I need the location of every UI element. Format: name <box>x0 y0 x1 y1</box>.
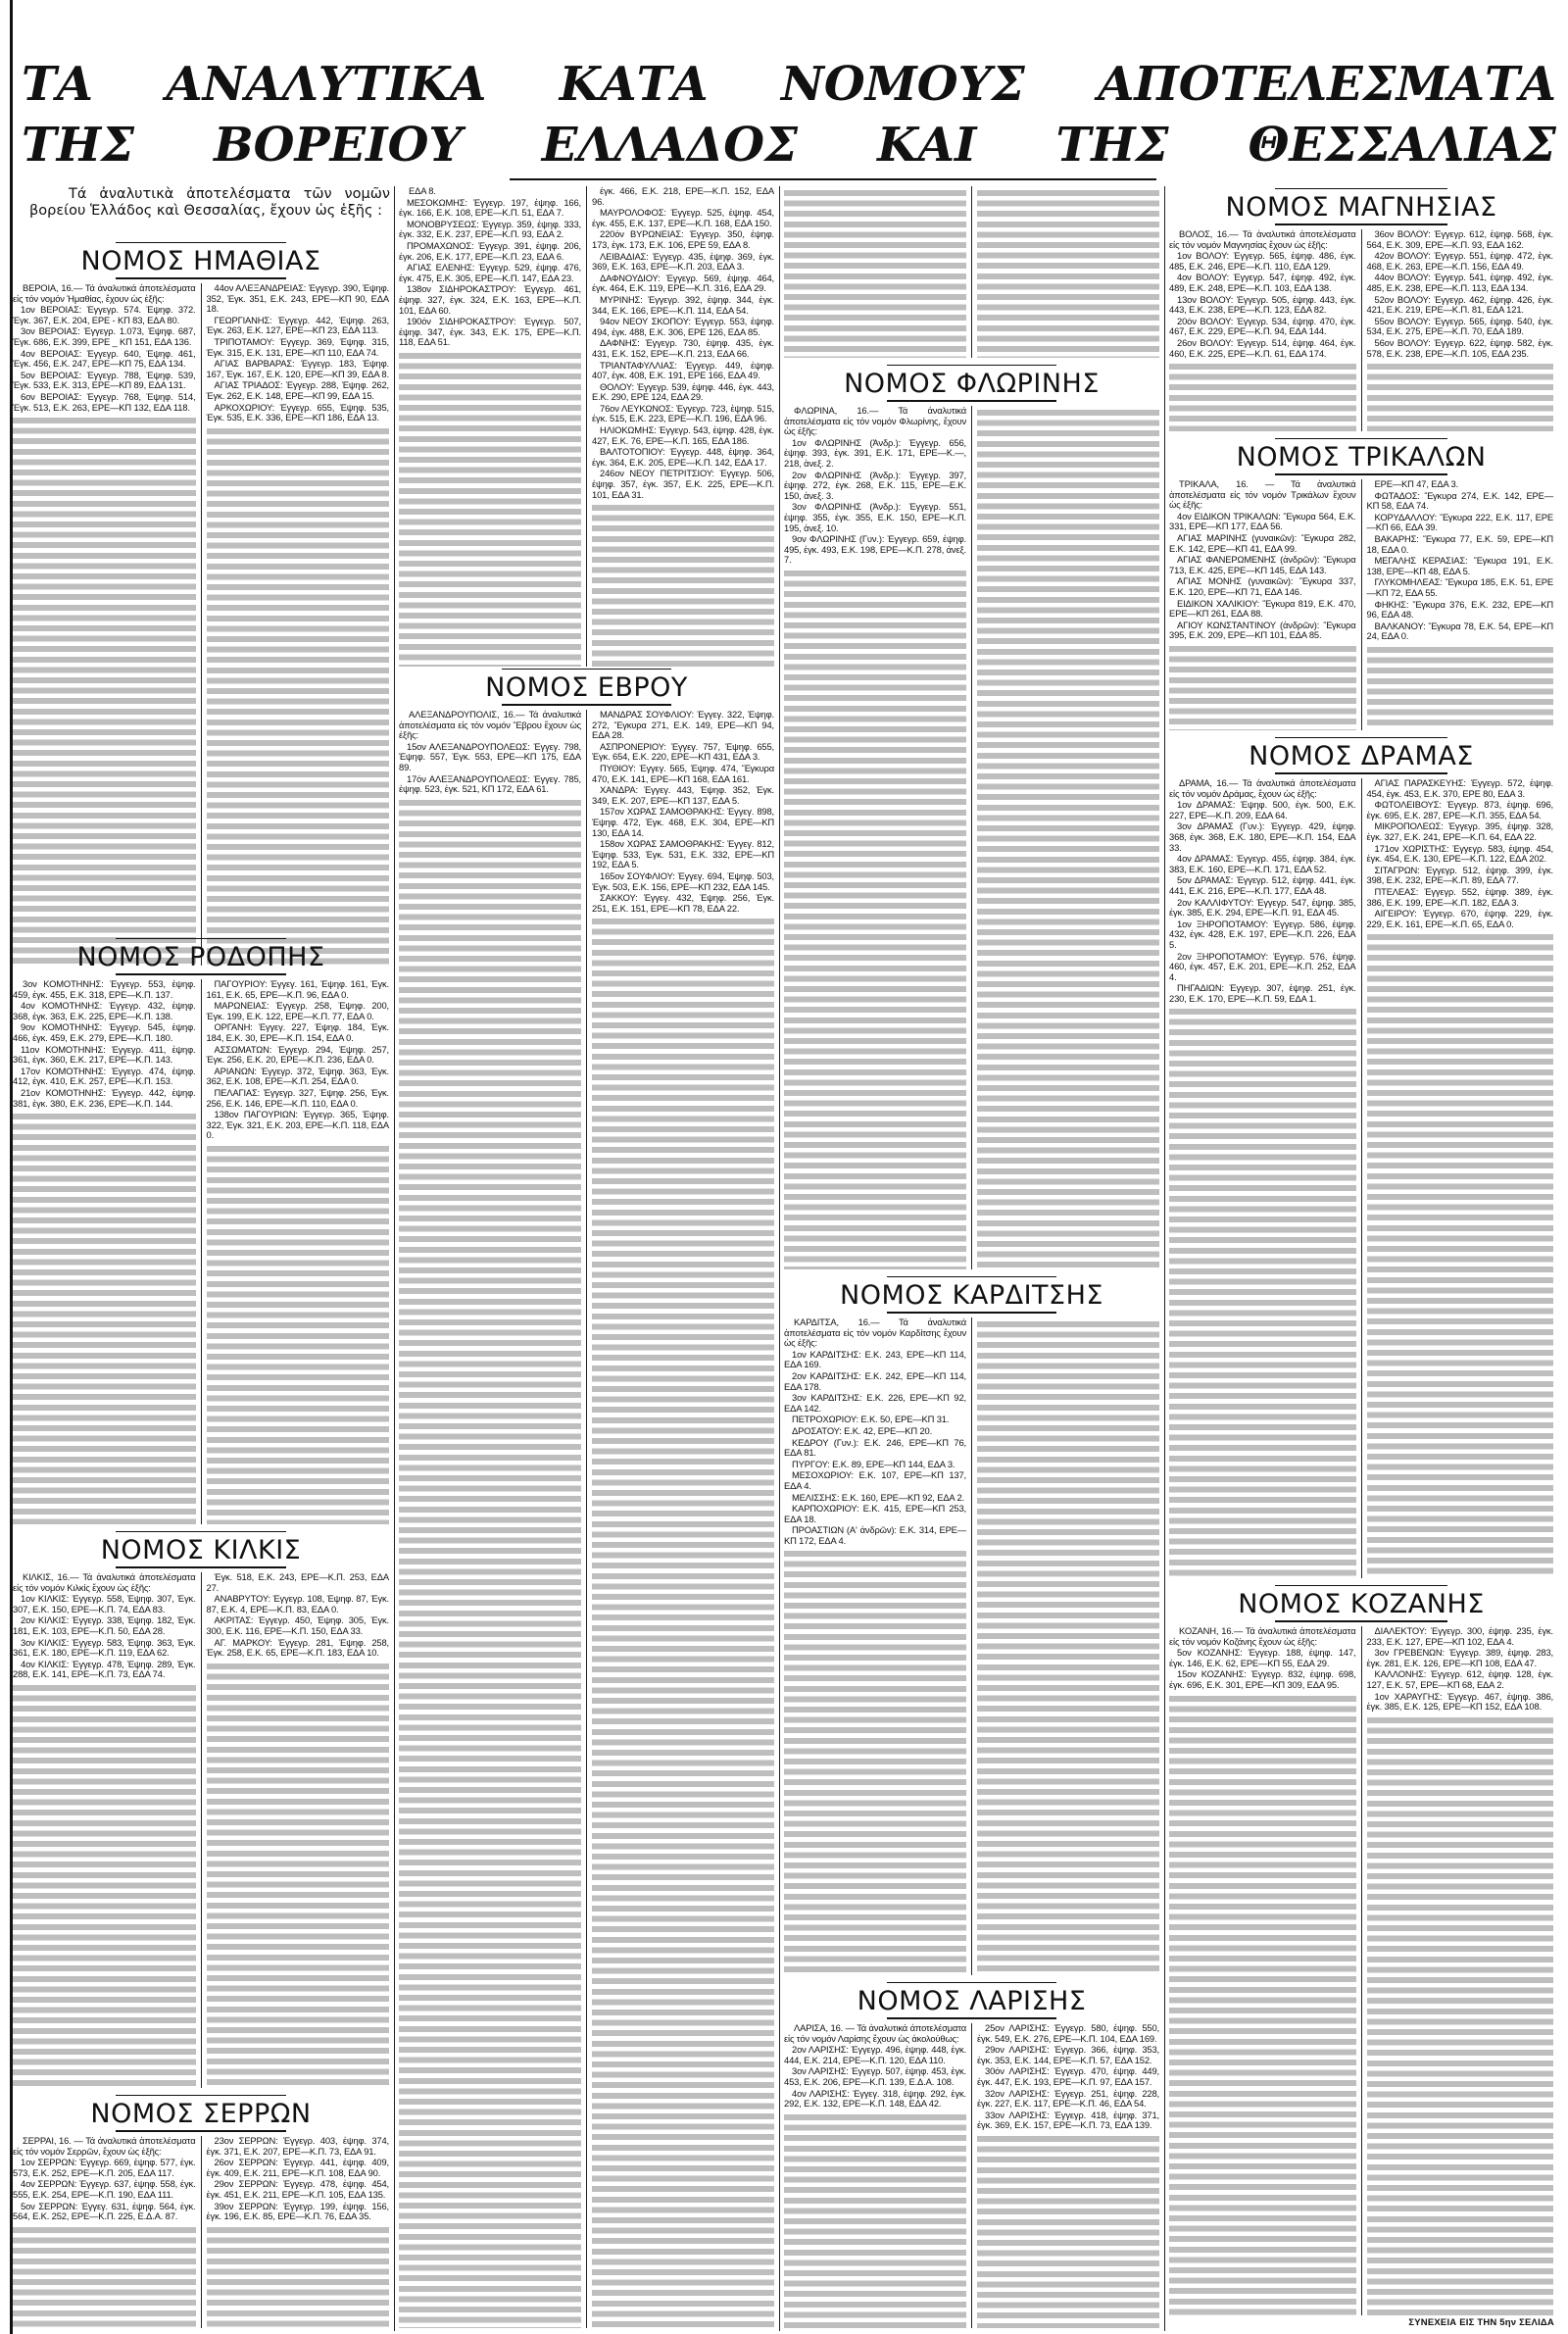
result-entry: ΑΓΙΑΣ ΜΑΡΙΝΗΣ (γυναικῶν): Ἔγκυρα 282, Ε.Κ. 142, ΕΡΕ—ΚΠ 41, ΕΔΑ 99. <box>1169 531 1356 554</box>
header-rule-top <box>1275 737 1448 738</box>
result-entry: ΚΟΖΑΝΗ, 16.— Τά ἀναλυτικά ἀποτελέσματα εἰς τόν νομόν Κοζάνης ἔχουν ὡς ἑξῆς: <box>1169 1625 1356 1647</box>
result-entry: ΜΑΝΔΡΑΣ ΣΟΥΦΛΙΟΥ: Ἐγγεγ. 322, Ἐψηφ. 272, Ἔγκυρα 271, Ε.Κ. 149, ΕΡΕ—ΚΠ 94, ΕΔΑ 28. <box>592 709 774 741</box>
illegible-text-filler <box>977 408 1159 1269</box>
text-column-right <box>971 1317 1164 1975</box>
result-entry: ΜΙΚΡΟΠΟΛΕΩΣ: Ἐγγεγρ. 395, ἐψηφ. 328, ἐγκ. 327, Ε.Κ. 241, ΕΡΕ—Κ.Π. 64, ΕΔΑ 22. <box>1366 820 1553 842</box>
header-rule-bottom <box>116 277 285 279</box>
result-entry: ΠΕΛΑΓΙΑΣ: Ἐγγεγρ. 327, Ἐψηφ. 256, Ἐγκ. 256, Ε.Κ. 146, ΕΡΕ—Κ.Π. 110, ΕΔΑ 0. <box>206 1086 389 1109</box>
result-entry: ΤΡΙΚΑΛΑ, 16. — Τά ἀναλυτικά ἀποτελέσματα εἰς τόν νομόν Τρικάλων ἔχουν ὡς ἑξῆς: <box>1169 478 1356 511</box>
illegible-text-filler <box>207 1662 390 2088</box>
text-column-right <box>586 710 779 2328</box>
section-header <box>1164 186 1558 229</box>
result-entry: ΑΚΡΙΤΑΣ: Ἐγγεγρ. 450, Ἐψηφ. 305, Ἐγκ. 300, Ε.Κ. 116, ΕΡΕ—Κ.Π. 150, ΕΔΑ 33. <box>206 1614 389 1636</box>
result-entry: ΑΛΕΞΑΝΔΡΟΥΠΟΛΙΣ, 16.— Τά ἀναλυτικά ἀποτελέσματα εἰς τόν νομόν Ἕβρου ἔχουν ὡς ἑξῆς: <box>399 709 581 741</box>
result-entry: 36ον ΒΟΛΟΥ: Ἐγγεγρ. 612, ἐψηφ. 568, ἐγκ. 564, Ε.Κ. 309, ΕΡΕ—Κ.Π. 93, ΕΔΑ 162. <box>1366 228 1553 250</box>
result-entry: ΗΛΙΟΚΩΜΗΣ: Ἐγγεγρ. 543, ἐψηφ. 428, ἐγκ. 427, Ε.Κ. 76, ΕΡΕ—Κ.Π. 165, ΕΔΑ 186. <box>592 424 774 446</box>
result-entry: ΛΕΙΒΑΔΙΑΣ: Ἐγγεγρ. 435, ἐψηφ. 369, ἐγκ. 369, Ε.Κ. 163, ΕΡΕ—Κ.Π. 203, ΕΔΑ 3. <box>592 250 774 273</box>
result-entry: Ἐγκ. 518, Ε.Κ. 243, ΕΡΕ—Κ.Π. 253, ΕΔΑ 27. <box>206 1571 389 1593</box>
text-column-left <box>8 283 201 966</box>
result-entry: 220όν ΒΥΡΩΝΕΙΑΣ: Ἐγγεγρ. 350, ἐψηφ. 173, ἐγκ. 173, Ε.Κ. 106, ΕΡΕ 59, ΕΔΑ 8. <box>592 228 774 250</box>
result-entry: ΑΡΚΟΧΩΡΙΟΥ: Ἐγγεγρ. 655, Ἐψηφ. 535, Ἐγκ. 535, Ε.Κ. 336, ΕΡΕ—ΚΠ 186, ΕΔΑ 13. <box>206 401 389 423</box>
section-florina <box>779 363 1164 1269</box>
result-entry: 9ον ΚΟΜΟΤΗΝΗΣ: Ἐγγεγρ. 545, ἐψηφ. 466, ἐγκ. 459, Ε.Κ. 279, ΕΡΕ—Κ.Π. 180. <box>13 1021 196 1043</box>
illegible-text-filler <box>977 1319 1159 1975</box>
section-header <box>8 240 394 283</box>
section-header <box>1164 735 1558 778</box>
column-rule <box>779 186 780 2331</box>
illegible-text-filler <box>784 1549 966 1975</box>
section-magnisia <box>1164 186 1558 431</box>
result-entry: ΕΔΑ 8. <box>409 185 436 196</box>
header-rule-top <box>887 365 1056 366</box>
result-entry: ΦΩΤΟΛΕΙΒΟΥΣ: Ἐγγεγρ. 873, ἐψηφ. 696, ἐγκ. 695, Ε.Κ. 287, ΕΡΕ—Κ.Π. 355, ΕΔΑ 54. <box>1366 799 1553 820</box>
result-entry: 3ον ΒΕΡΟΙΑΣ: Ἐγγεγρ. 1.073, Ἐψηφ. 687, Ἐγκ. 686, Ε.Κ. 399, ΕΡΕ _ ΚΠ 151, ΕΔΑ 136. <box>13 325 196 347</box>
header-rule-bottom <box>502 704 671 706</box>
article-intro: Τά ἀναλυτικὰ ἀποτελέσματα τῶν νομῶν βορείου Ἑλλάδος καὶ Θεσσαλίας, ἔχουν ὡς ἑξῆς : <box>29 186 390 219</box>
text-column-left <box>1164 479 1361 730</box>
text-column-left <box>8 1572 201 2088</box>
result-entry: ΑΓΙΑΣ ΒΑΡΒΑΡΑΣ: Ἐγγεγρ. 183, Ἐψηφ. 167, Ἐγκ. 167, Ε.Κ. 120, ΕΡΕ—ΚΠ 39, ΕΔΑ 8. <box>206 358 389 379</box>
result-entry: 4ον ΔΡΑΜΑΣ: Ἐγγεγρ. 455, ἐψηφ. 384, ἐγκ. 383, Ε.Κ. 160, ΕΡΕ—Κ.Π. 171, ΕΔΑ 52. <box>1169 853 1356 874</box>
result-entry: 3ον ΓΡΕΒΕΝΩΝ: Ἐγγεγρ. 389, ἐψηφ. 283, ἐγκ. 281, Ε.Κ. 126, ΕΡΕ—ΚΠ 108, ΕΔΑ 47. <box>1366 1647 1553 1668</box>
result-entry: 17όν ΑΛΕΞΑΝΔΡΟΥΠΟΛΕΩΣ: Ἐγγεγ. 785, ἐψηφ. 523, ἐγκ. 521, ΚΠ 172, ΕΔΑ 61. <box>399 772 581 795</box>
result-entry: ΚΑΡΠΟΧΩΡΙΟΥ: Ε.Κ. 415, ΕΡΕ—ΚΠ 253, ΕΔΑ 18. <box>784 1503 966 1524</box>
illegible-text-filler <box>207 426 390 966</box>
result-entry: ΑΓΙΟΥ ΚΩΝΣΤΑΝΤΙΝΟΥ (ἀνδρῶν): Ἔγκυρα 395, Ε.Κ. 209, ΕΡΕ—ΚΠ 101, ΕΔΑ 85. <box>1169 619 1356 641</box>
text-column-left <box>394 186 586 667</box>
header-rule-top <box>887 1982 1056 1983</box>
result-entry: 44ον ΑΛΕΞΑΝΔΡΕΙΑΣ: Ἐγγεγρ. 390, Ἐψηφ. 352, Ἐγκ. 351, Ε.Κ. 243, ΕΡΕ—ΚΠ 90, ΕΔΑ 18. <box>206 282 389 315</box>
result-entry: 2ον ΚΑΛΛΙΦΥΤΟΥ: Ἐγγεγρ. 547, ἐψηφ. 385, ἐγκ. 385, Ε.Κ. 294, ΕΡΕ—Κ.Π. 91, ΕΔΑ 45. <box>1169 896 1356 919</box>
result-entry: 15ον ΑΛΕΞΑΝΔΡΟΥΠΟΛΕΩΣ: Ἐγγεγ. 798, Ἐψηφ. 557, Ἐγκ. 553, ΕΡΕ—ΚΠ 175, ΕΔΑ 89. <box>399 740 581 772</box>
result-entry: ΦΛΩΡΙΝΑ, 16.— Τά ἀναλυτικά ἀποτελέσματα εἰς τόν νομόν Φλωρίνης, ἔχουν ὡς ἑξῆς: <box>784 405 966 437</box>
text-column-left <box>1164 1626 1361 2315</box>
result-entry: ΔΡΟΣΑΤΟΥ: Ε.Κ. 42, ΕΡΕ—ΚΠ 20. <box>792 1424 933 1436</box>
result-entry: ΓΛΥΚΟΜΗΛΕΑΣ: Ἔγκυρα 185, Ε.Κ. 51, ΕΡΕ—ΚΠ 72, ΕΔΑ 55. <box>1366 576 1553 598</box>
result-entry: ΚΑΛΛΟΝΗΣ: Ἐγγεγρ. 612, ἐψηφ. 128, ἐγκ. 127, Ε.Κ. 57, ΕΡΕ—ΚΠ 68, ΕΔΑ 2. <box>1366 1668 1553 1690</box>
section-body <box>8 2136 394 2328</box>
result-entry: ΠΕΤΡΟΧΩΡΙΟΥ: Ε.Κ. 50, ΕΡΕ—ΚΠ 31. <box>792 1414 950 1425</box>
result-entry: ΜΑΡΩΝΕΙΑΣ: Ἐγγεγρ. 258, Ἐψηφ. 200, Ἐγκ. 199, Ε.Κ. 122, ΕΡΕ—Κ.Π. 77, ΕΔΑ 0. <box>206 1000 389 1021</box>
result-entry: ΒΑΚΑΡΗΣ: Ἔγκυρα 77, Ε.Κ. 59, ΕΡΕ—ΚΠ 18, ΕΔΑ 0. <box>1366 532 1553 555</box>
section-title: ΝΟΜΟΣ ΦΛΩΡΙΝΗΣ <box>844 369 1100 399</box>
result-entry: 1ον ΒΕΡΟΙΑΣ: Ἐγγεγρ. 574. Ἐψηφ. 372. Ἐγκ. 367, Ε.Κ. 204, ΕΡΕ - ΚΠ 83, ΕΔΑ 80. <box>13 304 196 325</box>
illegible-text-filler <box>13 1683 196 2088</box>
header-rule-top <box>116 938 285 939</box>
result-entry: ΕΡΕ—ΚΠ 47, ΕΔΑ 3. <box>1374 478 1459 489</box>
result-entry: 4ον ΒΕΡΟΙΑΣ: Ἐγγεγρ. 640, Ἐψηφ. 461, Ἐγκ. 456, Ε.Κ. 247, ΕΡΕ—ΚΠ 75, ΕΔΑ 134. <box>13 347 196 370</box>
result-entry: ΦΗΚΗΣ: Ἔγκυρα 376, Ε.Κ. 232, ΕΡΕ—ΚΠ 96, ΕΔΑ 48. <box>1366 598 1553 621</box>
header-rule-bottom <box>887 2017 1056 2019</box>
section-imathia <box>8 240 394 966</box>
section-cont-cols-3-4 <box>394 186 779 667</box>
header-rule-bottom <box>116 1566 285 1568</box>
result-entry: 171ον ΧΩΡΙΣΤΗΣ: Ἐγγεγρ. 583, ἐψηφ. 454, ἐγκ. 454, Ε.Κ. 130, ΕΡΕ—Κ.Π. 122, ΕΔΑ 202. <box>1366 842 1553 865</box>
section-body <box>1164 1626 1558 2315</box>
text-column-right <box>1361 1626 1559 2315</box>
section-title: ΝΟΜΟΣ ΚΙΛΚΙΣ <box>100 1535 302 1565</box>
result-entry: 76ον ΛΕΥΚΩΝΟΣ: Ἐγγεγρ. 723, ἐψηφ. 515, ἐγκ. 515, Ε.Κ. 223, ΕΡΕ—Κ.Π. 196, ΕΔΑ 96. <box>592 402 774 424</box>
section-cont-cols-5-6 <box>779 186 1164 358</box>
result-entry: 26ον ΣΕΡΡΩΝ: Ἐγγεγρ. 441, ἐψηφ. 409, ἐγκ. 409, Ε.Κ. 211, ΕΡΕ—Κ.Π. 108, ΕΔΑ 90. <box>206 2157 389 2178</box>
illegible-text-filler <box>784 188 966 358</box>
section-title: ΝΟΜΟΣ ΣΕΡΡΩΝ <box>90 2099 312 2129</box>
section-title: ΝΟΜΟΣ ΚΑΡΔΙΤΣΗΣ <box>840 1280 1103 1311</box>
result-entry: 6ον ΒΕΡΟΙΑΣ: Ἐγγεγρ. 768, Ἐψηφ. 514, Ἐγκ. 513, Ε.Κ. 263, ΕΡΕ—ΚΠ 132, ΕΔΑ 118. <box>13 390 196 413</box>
result-entry: 3ον ΔΡΑΜΑΣ (Γυν.): Ἐγγεγρ. 429, ἐψηφ. 368, ἐγκ. 368, Ε.Κ. 180, ΕΡΕ—Κ.Π. 154, ΕΔΑ 33. <box>1169 820 1356 853</box>
header-rule-bottom <box>887 400 1056 402</box>
result-entry: 2ον ΦΛΩΡΙΝΗΣ (Ἀνδρ.): Ἐγγεγρ. 397, ἐψηφ. 272, ἐγκ. 268, Ε.Κ. 115, ΕΡΕ—Ε.Κ. 150, ἀνεξ. 3. <box>784 469 966 501</box>
result-entry: 30όν ΛΑΡΙΣΗΣ: Ἐγγεγρ. 470, ἐψηφ. 449, ἐγκ. 447, Ε.Κ. 193, ΕΡΕ—Κ.Π. 97, ΕΔΑ 157. <box>977 2065 1159 2087</box>
result-entry: 13ον ΒΟΛΟΥ: Ἐγγεγρ. 505, ἐψηφ. 443, ἐγκ. 443, Ε.Κ. 238, ΕΡΕ—Κ.Π. 123, ΕΔΑ 82. <box>1169 293 1356 316</box>
result-entry: ΛΑΡΙΣΑ, 16. — Τά ἀναλυτικά ἀποτελέσματα εἰς τόν νομόν Λαρίσης ἔχουν ὡς ἀκολούθως: <box>784 2022 966 2044</box>
text-column-right <box>201 2136 395 2328</box>
result-entry: 5ον ΔΡΑΜΑΣ: Ἐγγεγρ. 512, ἐψηφ. 441, ἐγκ. 441, Ε.Κ. 216, ΕΡΕ—Κ.Π. 177, ΕΔΑ 48. <box>1169 874 1356 896</box>
result-entry: 4ον ΚΟΜΟΤΗΝΗΣ: Ἐγγεγρ. 432, ἐψηφ. 368, ἐγκ. 363, Ε.Κ. 225, ΕΡΕ—Κ.Π. 138. <box>13 1000 196 1021</box>
header-rule-bottom <box>887 1312 1056 1314</box>
section-karditsa <box>779 1274 1164 1975</box>
result-entry: ἐγκ. 466, Ε.Κ. 218, ΕΡΕ—Κ.Π. 152, ΕΔΑ 96. <box>592 185 774 207</box>
result-entry: ΑΝΑΒΡΥΤΟΥ: Ἐγγεγρ. 108, Ἐψηφ. 87, Ἐγκ. 87, Ε.Κ. 4, ΕΡΕ—Κ.Π. 83, ΕΔΑ 0. <box>206 1593 389 1614</box>
text-column-right <box>971 406 1164 1269</box>
illegible-text-filler <box>784 2112 966 2328</box>
result-entry: 165ον ΣΟΥΦΛΙΟΥ: Ἐγγεγ. 694, Ἐψηφ. 503, Ἐγκ. 503, Ε.Κ. 156, ΕΡΕ—ΚΠ 232, ΕΔΑ 145. <box>592 869 774 892</box>
result-entry: 4ον ΕΙΔΙΚΟΝ ΤΡΙΚΑΛΩΝ: Ἔγκυρα 564, Ε.Κ. 331, ΕΡΕ—ΚΠ 177, ΕΔΑ 56. <box>1169 510 1356 532</box>
result-entry: 17ον ΚΟΜΟΤΗΝΗΣ: Ἐγγεγρ. 474, ἐψηφ. 412, ἐγκ. 410, Ε.Κ. 257, ΕΡΕ—Κ.Π. 153. <box>13 1065 196 1087</box>
section-body <box>8 283 394 966</box>
headline-rule <box>510 178 1156 180</box>
result-entry: ΔΑΦΝΟΥΔΙΟΥ: Ἐγγεγρ. 569, ἐψηφ. 464, ἐγκ. 464, Ε.Κ. 119, ΕΡΕ—Κ.Π. 316, ΕΔΑ 29. <box>592 272 774 294</box>
result-entry: 1ον ΦΛΩΡΙΝΗΣ (Ἀνδρ.): Ἐγγεγρ. 656, ἐψηφ. 393, ἐγκ. 391, Ε.Κ. 171, ΕΡΕ—Κ.—, 218, ἀνεξ. 2. <box>784 436 966 469</box>
text-column-right <box>1361 778 1559 1578</box>
result-entry: 138ον ΠΑΓΟΥΡΙΩΝ: Ἐγγεγρ. 365, Ἐψηφ. 322, Ἐγκ. 321, Ε.Κ. 203, ΕΡΕ—Κ.Π. 118, ΕΔΑ 0. <box>206 1109 389 1141</box>
result-entry: 39ον ΣΕΡΡΩΝ: Ἐγγεγρ. 199, ἐψηφ. 156, ἐγκ. 196, Ε.Κ. 85, ΕΡΕ—Κ.Π. 76, ΕΔΑ 35. <box>206 2200 389 2222</box>
illegible-text-filler <box>13 2225 196 2328</box>
result-entry: 55ον ΒΟΛΟΥ: Ἐγγεγρ. 565, ἐψηφ. 540, ἐγκ. 534, Ε.Κ. 275, ΕΡΕ—Κ.Π. 70, ΕΔΑ 189. <box>1366 315 1553 337</box>
result-entry: 11ον ΚΟΜΟΤΗΝΗΣ: Ἐγγεγρ. 411, ἐψηφ. 361, ἐγκ. 360, Ε.Κ. 217, ΕΡΕ—Κ.Π. 143. <box>13 1043 196 1066</box>
header-rule-bottom <box>1275 772 1448 774</box>
result-entry: 1ον ΚΙΛΚΙΣ: Ἐγγεγρ. 558, Ἐψηφ. 307, Ἐγκ. 307, Ε.Κ. 150, ΕΡΕ—Κ.Π. 74, ΕΔΑ 83. <box>13 1593 196 1614</box>
result-entry: 29ον ΣΕΡΡΩΝ: Ἐγγεγρ. 478, ἐψηφ. 454, ἐγκ. 451, Ε.Κ. 211, ΕΡΕ—Κ.Π. 105, ΕΔΑ 135. <box>206 2178 389 2200</box>
illegible-text-filler <box>207 2225 390 2328</box>
text-column-left <box>779 1317 971 1975</box>
result-entry: ΘΟΛΟΥ: Ἐγγεγρ. 539, ἐψηφ. 446, ἐγκ. 443, Ε.Κ. 290, ΕΡΕ 124, ΕΔΑ 29. <box>592 380 774 403</box>
header-rule-top <box>1275 1585 1448 1586</box>
result-entry: 1ον ΞΗΡΟΠΟΤΑΜΟΥ: Ἐγγεγρ. 586, ἐψηφ. 432, ἐγκ. 428, Ε.Κ. 197, ΕΡΕ—Κ.Π. 226, ΕΔΑ 5. <box>1169 918 1356 950</box>
result-entry: ΠΗΓΑΔΙΩΝ: Ἐγγεγρ. 307, ἐψηφ. 251, ἐγκ. 230, Ε.Κ. 170, ΕΡΕ—Κ.Π. 59, ΕΔΑ 1. <box>1169 982 1356 1004</box>
section-body <box>1164 778 1558 1578</box>
header-rule-bottom <box>116 2130 285 2132</box>
result-entry: ΜΑΥΡΟΛΟΦΟΣ: Ἐγγεγρ. 525, ἐψηφ. 454, ἐγκ. 455, Ε.Κ. 137, ΕΡΕ—Κ.Π. 168, ΕΔΑ 150. <box>592 207 774 228</box>
result-entry: ΑΡΙΑΝΩΝ: Ἐγγεγρ. 372, Ἐψηφ. 363, Ἐγκ. 362, Ε.Κ. 108, ΕΡΕ—Κ.Π. 254, ΕΔΑ 0. <box>206 1065 389 1087</box>
header-rule-bottom <box>1275 473 1448 475</box>
section-title: ΝΟΜΟΣ ΔΡΑΜΑΣ <box>1249 741 1474 771</box>
result-entry: 33ον ΛΑΡΙΣΗΣ: Ἐγγεγρ. 418, ἐψηφ. 371, ἐγκ. 369, Ε.Κ. 157, ΕΡΕ—Κ.Π. 73, ΕΔΑ 139. <box>977 2109 1159 2131</box>
section-evros <box>394 667 779 2328</box>
section-drama <box>1164 735 1558 1578</box>
text-column-left <box>8 979 201 1524</box>
illegible-text-filler <box>1367 932 1554 1578</box>
result-entry: 157ον ΧΩΡΑΣ ΣΑΜΟΘΡΑΚΗΣ: Ἐγγεγ. 898, Ἐψηφ. 472, Ἐγκ. 468, Ε.Κ. 304, ΕΡΕ—ΚΠ 130, ΕΔΑ 14. <box>592 806 774 838</box>
result-entry: ΣΕΡΡΑΙ, 16. — Τά ἀναλυτικά ἀποτελέσματα εἰς τόν νομόν Σερρῶν, ἔχουν ὡς ἑξῆς: <box>13 2135 196 2157</box>
illegible-text-filler <box>1169 362 1356 431</box>
section-body <box>779 1317 1164 1975</box>
section-body <box>8 979 394 1524</box>
header-rule-bottom <box>116 973 285 975</box>
continuation-note: ΣΥΝΕΧΕΙΑ ΕΙΣ ΤΗΝ 5ην ΣΕΛΙΔΑ <box>1408 2317 1554 2328</box>
result-entry: 32ον ΛΑΡΙΣΗΣ: Ἐγγεγρ. 251, ἐψηφ. 228, ἐγκ. 227, Ε.Κ. 117, ΕΡΕ—Κ.Π. 46, ΕΔΑ 54. <box>977 2087 1159 2110</box>
section-header <box>394 667 779 710</box>
result-entry: 23ον ΣΕΡΡΩΝ: Ἐγγεγρ. 403, ἐψηφ. 374, ἐγκ. 371, Ε.Κ. 207, ΕΡΕ—Κ.Π. 73, ΕΔΑ 91. <box>206 2135 389 2157</box>
result-entry: 56ον ΒΟΛΟΥ: Ἐγγεγρ. 622, ἐψηφ. 582, ἐγκ. 578, Ε.Κ. 238, ΕΡΕ—Κ.Π. 105, ΕΔΑ 235. <box>1366 336 1553 359</box>
illegible-text-filler <box>207 1144 390 1524</box>
header-rule-top <box>1275 438 1448 439</box>
section-header <box>1164 436 1558 479</box>
result-entry: ΓΕΩΡΓΙΑΝΗΣ: Ἐγγεγρ. 442, Ἐψηφ. 263, Ἐγκ. 263, Ε.Κ. 127, ΕΡΕ—ΚΠ 23, ΕΔΑ 113. <box>206 314 389 336</box>
section-title: ΝΟΜΟΣ ΜΑΓΝΗΣΙΑΣ <box>1225 192 1497 223</box>
result-entry: ΦΩΤΑΔΟΣ: Ἔγκυρα 274, Ε.Κ. 142, ΕΡΕ—ΚΠ 58, ΕΔΑ 74. <box>1366 489 1553 512</box>
text-column-right <box>971 2023 1164 2328</box>
result-entry: 25ον ΛΑΡΙΣΗΣ: Ἐγγεγρ. 580, ἐψηφ. 550, ἐγκ. 549, Ε.Κ. 276, ΕΡΕ—Κ.Π. 104, ΕΔΑ 169. <box>977 2022 1159 2044</box>
section-title: ΝΟΜΟΣ ΗΜΑΘΙΑΣ <box>80 246 321 276</box>
section-kozani <box>1164 1583 1558 2315</box>
section-body <box>8 1572 394 2088</box>
column-rule <box>1164 186 1165 2331</box>
text-column-right <box>201 283 395 966</box>
result-entry: 4ον ΛΑΡΙΣΗΣ: Ἐγγεγ. 318, ἐψηφ. 292, ἐγκ. 292, Ε.Κ. 132, ΕΡΕ—Κ.Π. 148, ΕΔΑ 42. <box>784 2087 966 2110</box>
result-entry: ΚΙΛΚΙΣ, 16.— Τά ἀναλυτικά ἀποτελέσματα εἰς τόν νομόν Κιλκίς ἔχουν ὡς ἑξῆς: <box>13 1571 196 1593</box>
illegible-text-filler <box>13 416 196 966</box>
illegible-text-filler <box>592 917 774 2328</box>
result-entry: ΑΓΙΑΣ ΠΑΡΑΣΚΕΥΗΣ: Ἐγγεγρ. 572, ἐψηφ. 454, ἐγκ. 453, Ε.Κ. 370, ΕΡΕ 80, ΕΔΑ 3. <box>1366 777 1553 799</box>
section-body <box>1164 229 1558 431</box>
section-trikala <box>1164 436 1558 730</box>
text-column-left <box>8 2136 201 2328</box>
section-header <box>779 363 1164 406</box>
result-entry: ΑΙΓΕΙΡΟΥ: Ἐγγεγρ. 670, ἐψηφ. 229, ἐγκ. 229, Ε.Κ. 161, ΕΡΕ—Κ.Π. 65, ΕΔΑ 0. <box>1366 908 1553 929</box>
result-entry: ΒΑΛΤΟΤΟΠΙΟΥ: Ἐγγεγρ. 448, ἐψηφ. 364, ἐγκ. 364, Ε.Κ. 205, ΕΡΕ—Κ.Π. 142, ΕΔΑ 17. <box>592 446 774 468</box>
section-title: ΝΟΜΟΣ ΕΒΡΟΥ <box>485 672 688 703</box>
result-entry: ΒΕΡΟΙΑ, 16.— Τά ἀναλυτικά ἀποτελέσματα εἰς τόν νομόν Ἡμαθίας, ἔχουν ὡς ἑξῆς: <box>13 282 196 304</box>
result-entry: ΔΑΦΝΗΣ: Ἐγγεγρ. 730, ἐψηφ. 435, ἐγκ. 431, Ε.Κ. 152, ΕΡΕ—Κ.Π. 213, ΕΔΑ 66. <box>592 337 774 359</box>
result-entry: ΚΑΡΔΙΤΣΑ, 16.— Τά ἀναλυτικά ἀποτελέσματα εἰς τόν νομόν Καρδίτσης ἔχουν ὡς ἑξῆς: <box>784 1316 966 1349</box>
illegible-text-filler <box>1367 362 1554 431</box>
header-rule-top <box>887 1276 1056 1277</box>
result-entry: ΑΣΠΡΟΝΕΡΙΟΥ: Ἐγγεγ. 757, Ἐψηφ. 655, Ἐγκ. 654, Ε.Κ. 220, ΕΡΕ—ΚΠ 431, ΕΔΑ 3. <box>592 740 774 763</box>
illegible-text-filler <box>977 188 1159 358</box>
column-rule <box>394 186 395 2331</box>
result-entry: 1ον ΧΑΡΑΥΓΗΣ: Ἐγγεγρ. 467, ἐψηφ. 386, ἐγκ. 385, Ε.Κ. 125, ΕΡΕ—ΚΠ 152, ΕΔΑ 108. <box>1366 1690 1553 1713</box>
result-entry: 5ον ΒΕΡΟΙΑΣ: Ἐγγεγρ. 788, Ἐψηφ. 539, Ἐγκ. 533, Ε.Κ. 313, ΕΡΕ—ΚΠ 89, ΕΔΑ 131. <box>13 369 196 391</box>
result-entry: 94ον ΝΕΟΥ ΣΚΟΠΟΥ: Ἐγγεγρ. 553, ἐψηφ. 494, ἐγκ. 488, Ε.Κ. 306, ΕΡΕ 126, ΕΔΑ 85. <box>592 316 774 337</box>
text-column-right <box>971 186 1164 358</box>
illegible-text-filler <box>1367 645 1554 730</box>
text-column-left <box>1164 229 1361 431</box>
result-entry: ΠΥΘΙΟΥ: Ἐγγεγ. 565, Ἐψηφ. 474, Ἔγκυρα 470, Ε.Κ. 141, ΕΡΕ—ΚΠ 168, ΕΔΑ 161. <box>592 762 774 784</box>
result-entry: ΜΕΛΙΣΣΗΣ: Ε.Κ. 160, ΕΡΕ—ΚΠ 92, ΕΔΑ 2. <box>792 1491 964 1503</box>
result-entry: 2ον ΞΗΡΟΠΟΤΑΜΟΥ: Ἐγγεγρ. 576, ἐψηφ. 460, ἐγκ. 457, Ε.Κ. 201, ΕΡΕ—Κ.Π. 252, ΕΔΑ 4. <box>1169 950 1356 982</box>
header-rule-top <box>1275 188 1448 189</box>
result-entry: 26ον ΒΟΛΟΥ: Ἐγγεγρ. 514, ἐψηφ. 464, ἐγκ. 460, Ε.Κ. 225, ΕΡΕ—Κ.Π. 61, ΕΔΑ 174. <box>1169 336 1356 359</box>
result-entry: ΚΟΡΥΔΑΛΛΟΥ: Ἔγκυρα 222, Ε.Κ. 117, ΕΡΕ—ΚΠ 66, ΕΔΑ 39. <box>1366 511 1553 533</box>
header-rule-top <box>116 242 285 243</box>
result-entry: 3ον ΦΛΩΡΙΝΗΣ (Ἀνδρ.): Ἐγγεγρ. 551, ἐψηφ. 355, ἐγκ. 355, Ε.Κ. 150, ΕΡΕ—Κ.Π. 195, ἀνεξ. 10. <box>784 501 966 533</box>
result-entry: 1ον ΔΡΑΜΑΣ: Ἐψηφ. 500, ἐγκ. 500, Ε.Κ. 227, ΕΡΕ—Κ.Π. 209, ΕΔΑ 64. <box>1169 799 1356 820</box>
result-entry: ΒΑΛΚΑΝΟΥ: Ἔγκυρα 78, Ε.Κ. 54, ΕΡΕ—ΚΠ 24, ΕΔΑ 0. <box>1366 620 1553 642</box>
result-entry: ΤΡΙΠΟΤΑΜΟΥ: Ἐγγεγρ. 369, Ἐψηφ. 315, Ἐγκ. 315, Ε.Κ. 131, ΕΡΕ—ΚΠ 110, ΕΔΑ 74. <box>206 335 389 358</box>
result-entry: 52ον ΒΟΛΟΥ: Ἐγγεγρ. 462, ἐψηφ. 426, ἐγκ. 421, Ε.Κ. 219, ΕΡΕ—Κ.Π. 81, ΕΔΑ 121. <box>1366 293 1553 316</box>
illegible-text-filler <box>1169 1007 1356 1578</box>
illegible-text-filler <box>977 2134 1159 2328</box>
headline-line-2: ΤΗΣ ΒΟΡΕΙΟΥ ΕΛΛΑΔΟΣ ΚΑΙ ΤΗΣ ΘΕΣΣΑΛΙΑΣ <box>22 118 1556 173</box>
section-body <box>394 186 779 667</box>
result-entry: 246ον ΝΕΟΥ ΠΕΤΡΙΤΣΙΟΥ: Ἐγγεγρ. 506, ἐψηφ. 357, ἐγκ. 357, Ε.Κ. 225, ΕΡΕ—Κ.Π. 101, ΕΔΑ 31. <box>592 468 774 500</box>
result-entry: ΑΓΙΑΣ ΕΛΕΝΗΣ: Ἐγγεγρ. 529, ἐψηφ. 476, ἐγκ. 475, Ε.Κ. 305, ΕΡΕ—Κ.Π. 147, ΕΔΑ 23. <box>399 262 581 283</box>
section-rodopi <box>8 936 394 1524</box>
result-entry: ΒΟΛΟΣ, 16.— Τά ἀναλυτικά ἀποτελέσματα εἰς τόν νομόν Μαγνησίας ἔχουν ὡς ἑξῆς: <box>1169 228 1356 250</box>
section-kilkis <box>8 1529 394 2088</box>
text-column-left <box>779 406 971 1269</box>
result-entry: ΑΓ. ΜΑΡΚΟΥ: Ἐγγεγρ. 281, Ἐψηφ. 258, Ἐγκ. 258, Ε.Κ. 65, ΕΡΕ—Κ.Π. 183, ΕΔΑ 10. <box>206 1636 389 1659</box>
result-entry: ΤΡΙΑΝΤΑΦΥΛΛΙΑΣ: Ἐγγεγρ. 449, ἐψηφ. 407, ἐγκ. 408, Ε.Κ. 191, ΕΡΕ 166, ΕΔΑ 49. <box>592 359 774 381</box>
text-column-right <box>201 1572 395 2088</box>
section-larisa <box>779 1980 1164 2328</box>
section-header <box>779 1274 1164 1317</box>
section-body <box>779 186 1164 358</box>
result-entry: 42ον ΒΟΛΟΥ: Ἐγγεγρ. 551, ἐψηφ. 472, ἐγκ. 468, Ε.Κ. 263, ΕΡΕ—Κ.Π. 156, ΕΔΑ 49. <box>1366 250 1553 272</box>
result-entry: 1ον ΚΑΡΔΙΤΣΗΣ: Ε.Κ. 243, ΕΡΕ—ΚΠ 114, ΕΔΑ 169. <box>784 1348 966 1370</box>
result-entry: 1ον ΣΕΡΡΩΝ: Ἐγγεγρ. 669, ἐψηφ. 577, ἐγκ. 573, Ε.Κ. 252, ΕΡΕ—Κ.Π. 205, ΕΔΑ 117. <box>13 2157 196 2178</box>
text-column-left <box>779 2023 971 2328</box>
result-entry: 3ον ΚΙΛΚΙΣ: Ἐγγεγρ. 583, Ἐψηφ. 363, Ἐγκ. 361, Ε.Κ. 180, ΕΡΕ—Κ.Π. 119, ΕΔΑ 62. <box>13 1636 196 1659</box>
result-entry: 3ον ΚΟΜΟΤΗΝΗΣ: Ἐγγεγρ. 553, ἐψηφ. 459, ἐγκ. 455, Ε.Κ. 318, ΕΡΕ—Κ.Π. 137. <box>13 978 196 1000</box>
result-entry: 15ον ΚΟΖΑΝΗΣ: Ἐγγεγρ. 832, ἐψηφ. 698, ἐγκ. 696, Ε.Κ. 301, ΕΡΕ—ΚΠ 309, ΕΔΑ 95. <box>1169 1668 1356 1690</box>
result-entry: ΣΑΚΚΟΥ: Ἐγγεγ. 432, Ἐψηφ. 256, Ἐγκ. 251, Ε.Κ. 151, ΕΡΕ—ΚΠ 78, ΕΔΑ 22. <box>592 892 774 914</box>
result-entry: 44ον ΒΟΛΟΥ: Ἐγγεγρ. 541, ἐψηφ. 492, ἐγκ. 485, Ε.Κ. 238, ΕΡΕ—Κ.Π. 113, ΕΔΑ 134. <box>1366 272 1553 293</box>
result-entry: 3ον ΛΑΡΙΣΗΣ: Ἐγγεγρ. 507, ἐψηφ. 453, ἐγκ. 453, Ε.Κ. 206, ΕΡΕ—Κ.Π. 139, Ε.Δ.Α. 108. <box>784 2065 966 2087</box>
result-entry: ΕΙΔΙΚΟΝ ΧΑΛΙΚΙΟΥ: Ἔγκυρα 819, Ε.Κ. 470, ΕΡΕ—ΚΠ 261, ΕΔΑ 88. <box>1169 597 1356 620</box>
result-entry: ΚΕΔΡΟΥ (Γυν.): Ε.Κ. 246, ΕΡΕ—ΚΠ 76, ΕΔΑ 81. <box>784 1436 966 1459</box>
result-entry: ΠΡΟΜΑΧΩΝΟΣ: Ἐγγεγρ. 391, ἐψηφ. 206, ἐγκ. 206, Ε.Κ. 177, ΕΡΕ—Κ.Π. 23, ΕΔΑ 6. <box>399 239 581 262</box>
section-body <box>779 2023 1164 2328</box>
header-rule-bottom <box>1275 1620 1448 1622</box>
result-entry: 9ον ΦΛΩΡΙΝΗΣ (Γυν.): Ἐγγεγρ. 659, ἐψηφ. 495, ἐγκ. 493, Ε.Κ. 198, ΕΡΕ—Κ.Π. 278, ἀνεξ. 7. <box>784 533 966 566</box>
section-header <box>8 936 394 979</box>
result-entry: 4ον ΣΕΡΡΩΝ: Ἐγγεγρ. 637, ἐψηφ. 558, ἐγκ. 555, Ε.Κ. 254, ΕΡΕ—Κ.Π. 190, ΕΔΑ 111. <box>13 2178 196 2200</box>
result-entry: ΜΕΣΟΚΩΜΗΣ: Ἐγγεγρ. 197, ἐψηφ. 166, ἐγκ. 166, Ε.Κ. 108, ΕΡΕ—Κ.Π. 51, ΕΔΑ 7. <box>399 196 581 219</box>
result-entry: 5ον ΚΟΖΑΝΗΣ: Ἐγγεγρ. 188, ἐψηφ. 147, ἐγκ. 146, Ε.Κ. 62, ΕΡΕ—ΚΠ 55, ΕΔΑ 29. <box>1169 1647 1356 1668</box>
text-column-right <box>201 979 395 1524</box>
header-rule-bottom <box>1275 223 1448 225</box>
section-body <box>779 406 1164 1269</box>
section-header <box>1164 1583 1558 1626</box>
text-column-right <box>1361 479 1559 730</box>
result-entry: 1ον ΒΟΛΟΥ: Ἐγγεγρ. 565, ἐψηφ. 486, ἐγκ. 485, Ε.Κ. 246, ΕΡΕ—Κ.Π. 110, ΕΔΑ 129. <box>1169 250 1356 272</box>
result-entry: 3ον ΚΑΡΔΙΤΣΗΣ: Ε.Κ. 226, ΕΡΕ—ΚΠ 92, ΕΔΑ 142. <box>784 1392 966 1414</box>
result-entry: ΠΑΓΟΥΡΙΟΥ: Ἐγγεγ. 161, Ἐψηφ. 161, Ἐγκ. 161, Ε.Κ. 65, ΕΡΕ—Κ.Π. 96, ΕΔΑ 0. <box>206 978 389 1000</box>
headline-line-1: ΤΑ ΑΝΑΛΥΤΙΚΑ ΚΑΤΑ ΝΟΜΟΥΣ ΑΠΟΤΕΛΕΣΜΑΤΑ <box>22 57 1556 112</box>
section-body <box>1164 479 1558 730</box>
text-column-right <box>1361 229 1559 431</box>
text-column-left <box>1164 778 1361 1578</box>
illegible-text-filler <box>399 798 581 2328</box>
section-title: ΝΟΜΟΣ ΚΟΖΑΝΗΣ <box>1238 1589 1485 1619</box>
section-serres <box>8 2093 394 2328</box>
section-title: ΝΟΜΟΣ ΡΟΔΟΠΗΣ <box>76 942 325 972</box>
result-entry: 2ον ΚΙΛΚΙΣ: Ἐγγεγρ. 338, Ἐψηφ. 182, Ἐγκ. 181, Ε.Κ. 103, ΕΡΕ—Κ.Π. 50, ΕΔΑ 28. <box>13 1614 196 1636</box>
result-entry: 21ον ΚΟΜΟΤΗΝΗΣ: Ἐγγεγρ. 442, ἐψηφ. 381, ἐγκ. 380, Ε.Κ. 236, ΕΡΕ—Κ.Π. 144. <box>13 1086 196 1109</box>
result-entry: 158ον ΧΩΡΑΣ ΣΑΜΟΘΡΑΚΗΣ: Ἐγγεγ. 812, Ἐψηφ. 533, Ἐγκ. 531, Ε.Κ. 332, ΕΡΕ—ΚΠ 192, ΕΔΑ 5. <box>592 838 774 870</box>
result-entry: ΑΣΣΩΜΑΤΩΝ: Ἐγγεγρ. 294, Ἐψηφ. 257, Ἐγκ. 256, Ε.Κ. 20, ΕΡΕ—Κ.Π. 236, ΕΔΑ 0. <box>206 1043 389 1066</box>
illegible-text-filler <box>784 569 966 1269</box>
result-entry: ΑΓΙΑΣ ΜΟΝΗΣ (γυναικῶν): Ἔγκυρα 337, Ε.Κ. 120, ΕΡΕ—ΚΠ 71, ΕΔΑ 146. <box>1169 575 1356 597</box>
text-column-right <box>586 186 779 667</box>
result-entry: 2ον ΚΑΡΔΙΤΣΗΣ: Ε.Κ. 242, ΕΡΕ—ΚΠ 114, ΕΔΑ 178. <box>784 1369 966 1392</box>
text-column-left <box>779 186 971 358</box>
result-entry: ΔΙΑΛΕΚΤΟΥ: Ἐγγεγρ. 300, ἐψηφ. 235, ἐγκ. 233, Ε.Κ. 127, ΕΡΕ—ΚΠ 102, ΕΔΑ 4. <box>1366 1625 1553 1647</box>
section-header <box>779 1980 1164 2023</box>
section-title: ΝΟΜΟΣ ΤΡΙΚΑΛΩΝ <box>1236 442 1487 472</box>
result-entry: ΜΥΡΙΝΗΣ: Ἐγγεγρ. 392, ἐψηφ. 344, ἐγκ. 344, Ε.Κ. 166, ΕΡΕ—Κ.Π. 114, ΕΔΑ 54. <box>592 293 774 316</box>
section-body <box>394 710 779 2328</box>
illegible-text-filler <box>1169 1694 1356 2315</box>
result-entry: 4ον ΚΙΛΚΙΣ: Ἐγγεγρ. 478, Ἐψηφ. 289, Ἐγκ. 288, Ε.Κ. 141, ΕΡΕ—Κ.Π. 73, ΕΔΑ 74. <box>13 1658 196 1680</box>
result-entry: 138ον ΣΙΔΗΡΟΚΑΣΤΡΟΥ: Ἐγγεγρ. 461, ἐψηφ. 327, ἐγκ. 324, Ε.Κ. 163, ΕΡΕ—Κ.Π. 101, ΕΔΑ 60. <box>399 283 581 316</box>
result-entry: ΜΕΓΑΛΗΣ ΚΕΡΑΣΙΑΣ: Ἔγκυρα 191, Ε.Κ. 138, ΕΡΕ—ΚΠ 48, ΕΔΑ 5. <box>1366 555 1553 576</box>
result-entry: ΔΡΑΜΑ, 16.— Τά ἀναλυτικά ἀποτελέσματα εἰς τόν νομόν Δράμας, ἔχουν ὡς ἑξῆς: <box>1169 777 1356 799</box>
result-entry: 190όν ΣΙΔΗΡΟΚΑΣΤΡΟΥ: Ἐγγεγρ. 507, ἐψηφ. 347, ἐγκ. 343, Ε.Κ. 175, ΕΡΕ—Κ.Π. 118, ΕΔΑ 51. <box>399 316 581 348</box>
result-entry: ΣΙΤΑΓΡΩΝ: Ἐγγεγρ. 512, ἐψηφ. 399, ἐγκ. 398, Ε.Κ. 232, ΕΡΕ—Κ.Π. 89, ΕΔΑ 77. <box>1366 864 1553 886</box>
result-entry: ΟΡΓΑΝΗ: Ἐγγεγ. 227, Ἐψηφ. 184, Ἐγκ. 184, Ε.Κ. 30, ΕΡΕ—Κ.Π. 154, ΕΔΑ 0. <box>206 1021 389 1043</box>
section-header <box>8 1529 394 1572</box>
result-entry: 29ον ΛΑΡΙΣΗΣ: Ἐγγεγρ. 366, ἐψηφ. 353, ἐγκ. 353, Ε.Κ. 144, ΕΡΕ—Κ.Π. 57, ΕΔΑ 152. <box>977 2044 1159 2065</box>
illegible-text-filler <box>1367 1715 1554 2315</box>
result-entry: ΠΤΕΛΕΑΣ: Ἐγγεγρ. 552, ἐψηφ. 389, ἐγκ. 386, Ε.Κ. 199, ΕΡΕ—Κ.Π. 182, ΕΔΑ 3. <box>1366 885 1553 908</box>
section-title: ΝΟΜΟΣ ΛΑΡΙΣΗΣ <box>857 1986 1087 2016</box>
result-entry: 20όν ΒΟΛΟΥ: Ἐγγεγρ. 534, ἐψηφ. 470, ἐγκ. 467, Ε.Κ. 229, ΕΡΕ—Κ.Π. 94, ΕΔΑ 144. <box>1169 315 1356 337</box>
result-entry: ΧΑΝΔΡΑ: Ἐγγεγ. 443, Ἐψηφ. 352, Ἐγκ. 349, Ε.Κ. 207, ΕΡΕ—ΚΠ 137, ΕΔΑ 5. <box>592 784 774 806</box>
result-entry: 4ον ΒΟΛΟΥ: Ἐγγεγρ. 547, ἐψηφ. 492, ἐγκ. 489, Ε.Κ. 248, ΕΡΕ—Κ.Π. 103, ΕΔΑ 138. <box>1169 272 1356 293</box>
illegible-text-filler <box>399 351 581 667</box>
result-entry: ΠΡΟΑΣΤΙΩΝ (Α' ἀνδρῶν): Ε.Κ. 314, ΕΡΕ—ΚΠ 172, ΕΔΑ 4. <box>784 1524 966 1546</box>
section-header <box>8 2093 394 2136</box>
result-entry: ΑΓΙΑΣ ΤΡΙΑΔΟΣ: Ἐγγεγρ. 288, Ἐψηφ. 262, Ἐγκ. 262, Ε.Κ. 148, ΕΡΕ—ΚΠ 99, ΕΔΑ 15. <box>206 379 389 401</box>
result-entry: ΜΟΝΟΒΡΥΣΕΩΣ: Ἐγγεγρ. 359, ἐψηφ. 333, ἐγκ. 332, Ε.Κ. 237, ΕΡΕ—Κ.Π. 93, ΕΔΑ 2. <box>399 218 581 240</box>
illegible-text-filler <box>592 503 774 667</box>
result-entry: ΜΕΣΟΧΩΡΙΟΥ: Ε.Κ. 107, ΕΡΕ—ΚΠ 137, ΕΔΑ 4. <box>784 1469 966 1491</box>
result-entry: ΑΓΙΑΣ ΦΑΝΕΡΩΜΕΝΗΣ (ἀνδρῶν): Ἔγκυρα 713, Ε.Κ. 425, ΕΡΕ—ΚΠ 145, ΕΔΑ 143. <box>1169 554 1356 575</box>
result-entry: 2ον ΛΑΡΙΣΗΣ: Ἐγγεγρ. 496, ἐψηφ. 448, ἐγκ. 444, Ε.Κ. 214, ΕΡΕ—Κ.Π. 120, ΕΔΑ 110. <box>784 2044 966 2065</box>
header-rule-top <box>502 669 671 670</box>
result-entry: ΠΥΡΓΟΥ: Ε.Κ. 89, ΕΡΕ—ΚΠ 144, ΕΔΑ 3. <box>792 1458 956 1469</box>
illegible-text-filler <box>1169 644 1356 730</box>
result-entry: 5ον ΣΕΡΡΩΝ: Ἐγγεγ. 631, ἐψηφ. 564, ἐγκ. 564, Ε.Κ. 252, ΕΡΕ—Κ.Π. 225, Ε.Δ.Α. 87. <box>13 2200 196 2222</box>
text-column-left <box>394 710 586 2328</box>
header-rule-top <box>116 2095 285 2096</box>
illegible-text-filler <box>13 1112 196 1524</box>
header-rule-top <box>116 1531 285 1532</box>
